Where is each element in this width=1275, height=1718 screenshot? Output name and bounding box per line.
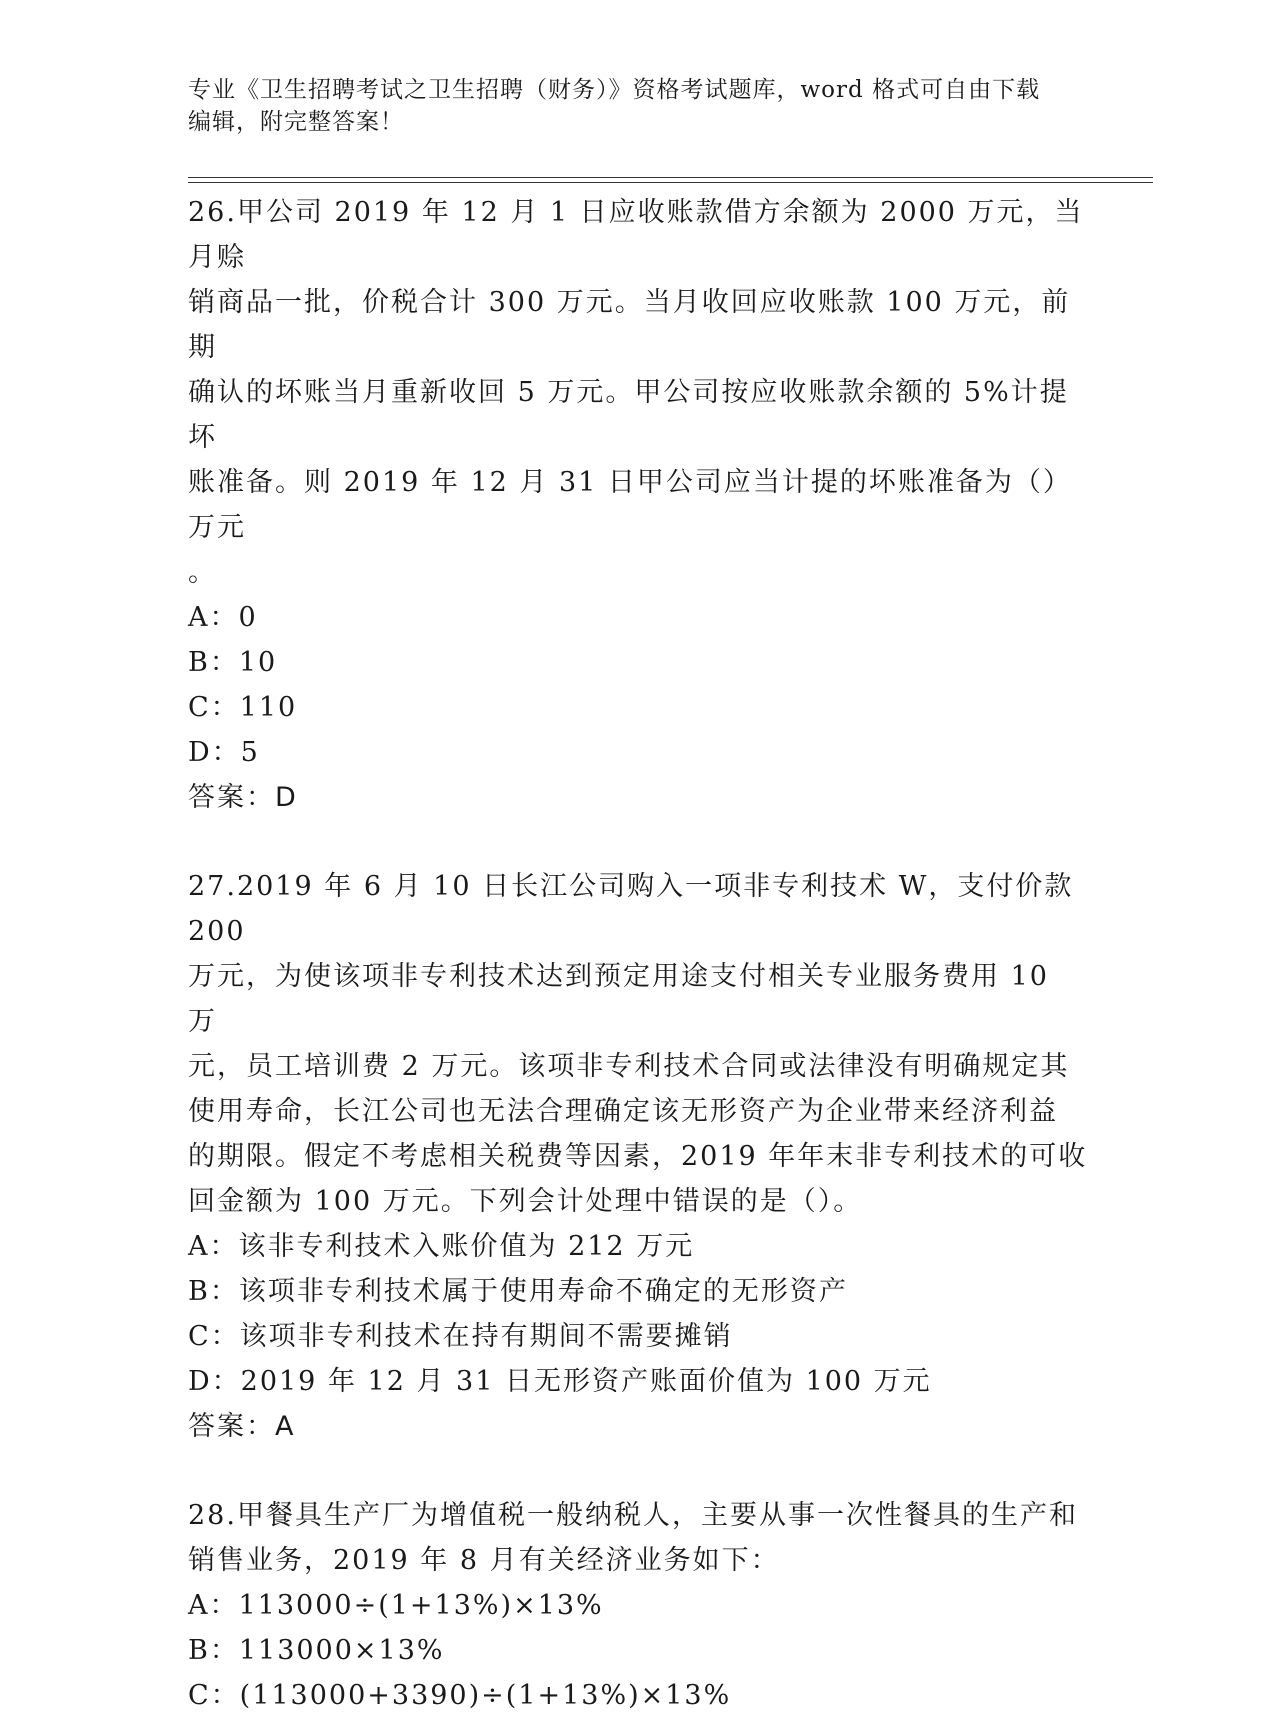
option-c: C：(113000+3390)÷(1+13%)×13% [188,1680,732,1711]
question-text-line: 账准备。则 2019 年 12 月 31 日甲公司应当计提的坏账准备为（）万元 [188,467,1072,543]
header-line-1: 专业《卫生招聘考试之卫生招聘（财务）》资格考试题库，word 格式可自由下载 [188,77,1041,103]
question-27 [188,864,1088,1449]
option-a: A：113000÷(1+13%)×13% [188,1590,604,1621]
option-c: C：110 [188,692,298,723]
answer: 答案：A [188,1411,296,1442]
question-text-line: 元，员工培训费 2 万元。该项非专利技术合同或法律没有明确规定其 [188,1051,1070,1082]
option-d: D：5 [188,737,260,768]
question-text-line: 回金额为 100 万元。下列会计处理中错误的是（）。 [188,1186,863,1217]
question-list [188,190,1088,1718]
question-text-line: 万元，为使该项非专利技术达到预定用途支付相关专业服务费用 10 万 [188,961,1049,1037]
question-28 [188,1493,1088,1718]
header-rule-bottom [188,182,1153,183]
option-b: B：该项非专利技术属于使用寿命不确定的无形资产 [188,1276,848,1307]
spacer [188,820,1088,864]
question-text-line: 28.甲餐具生产厂为增值税一般纳税人，主要从事一次性餐具的生产和 [188,1500,1078,1531]
option-d: D：2019 年 12 月 31 日无形资产账面价值为 100 万元 [188,1366,932,1397]
question-text-line: 确认的坏账当月重新收回 5 万元。甲公司按应收账款余额的 5%计提坏 [188,377,1069,453]
option-a: A：0 [188,602,258,633]
answer: 答案：D [188,782,298,813]
header-rule-top [188,177,1153,178]
question-text-line: 的期限。假定不考虑相关税费等因素，2019 年年末非专利技术的可收 [188,1141,1088,1172]
option-b: B：10 [188,647,278,678]
question-text-line: 27.2019 年 6 月 10 日长江公司购入一项非专利技术 W，支付价款 200 [188,871,1074,947]
option-a: A：该非专利技术入账价值为 212 万元 [188,1231,695,1262]
option-c: C：该项非专利技术在持有期间不需要摊销 [188,1321,733,1352]
question-text-line: 26.甲公司 2019 年 12 月 1 日应收账款借方余额为 2000 万元，当月赊 [188,197,1084,273]
header-line-2: 编辑，附完整答案！ [188,109,404,135]
option-b: B：113000×13% [188,1635,445,1666]
spacer [188,1449,1088,1493]
question-text-line: 销售业务，2019 年 8 月有关经济业务如下： [188,1545,780,1576]
question-26 [188,190,1088,820]
question-text-line: 销商品一批，价税合计 300 万元。当月收回应收账款 100 万元，前期 [188,287,1071,363]
document-header [188,74,1088,138]
question-text-line: 使用寿命，长江公司也无法合理确定该无形资产为企业带来经济利益 [188,1096,1058,1127]
question-text-line: 。 [188,557,217,588]
